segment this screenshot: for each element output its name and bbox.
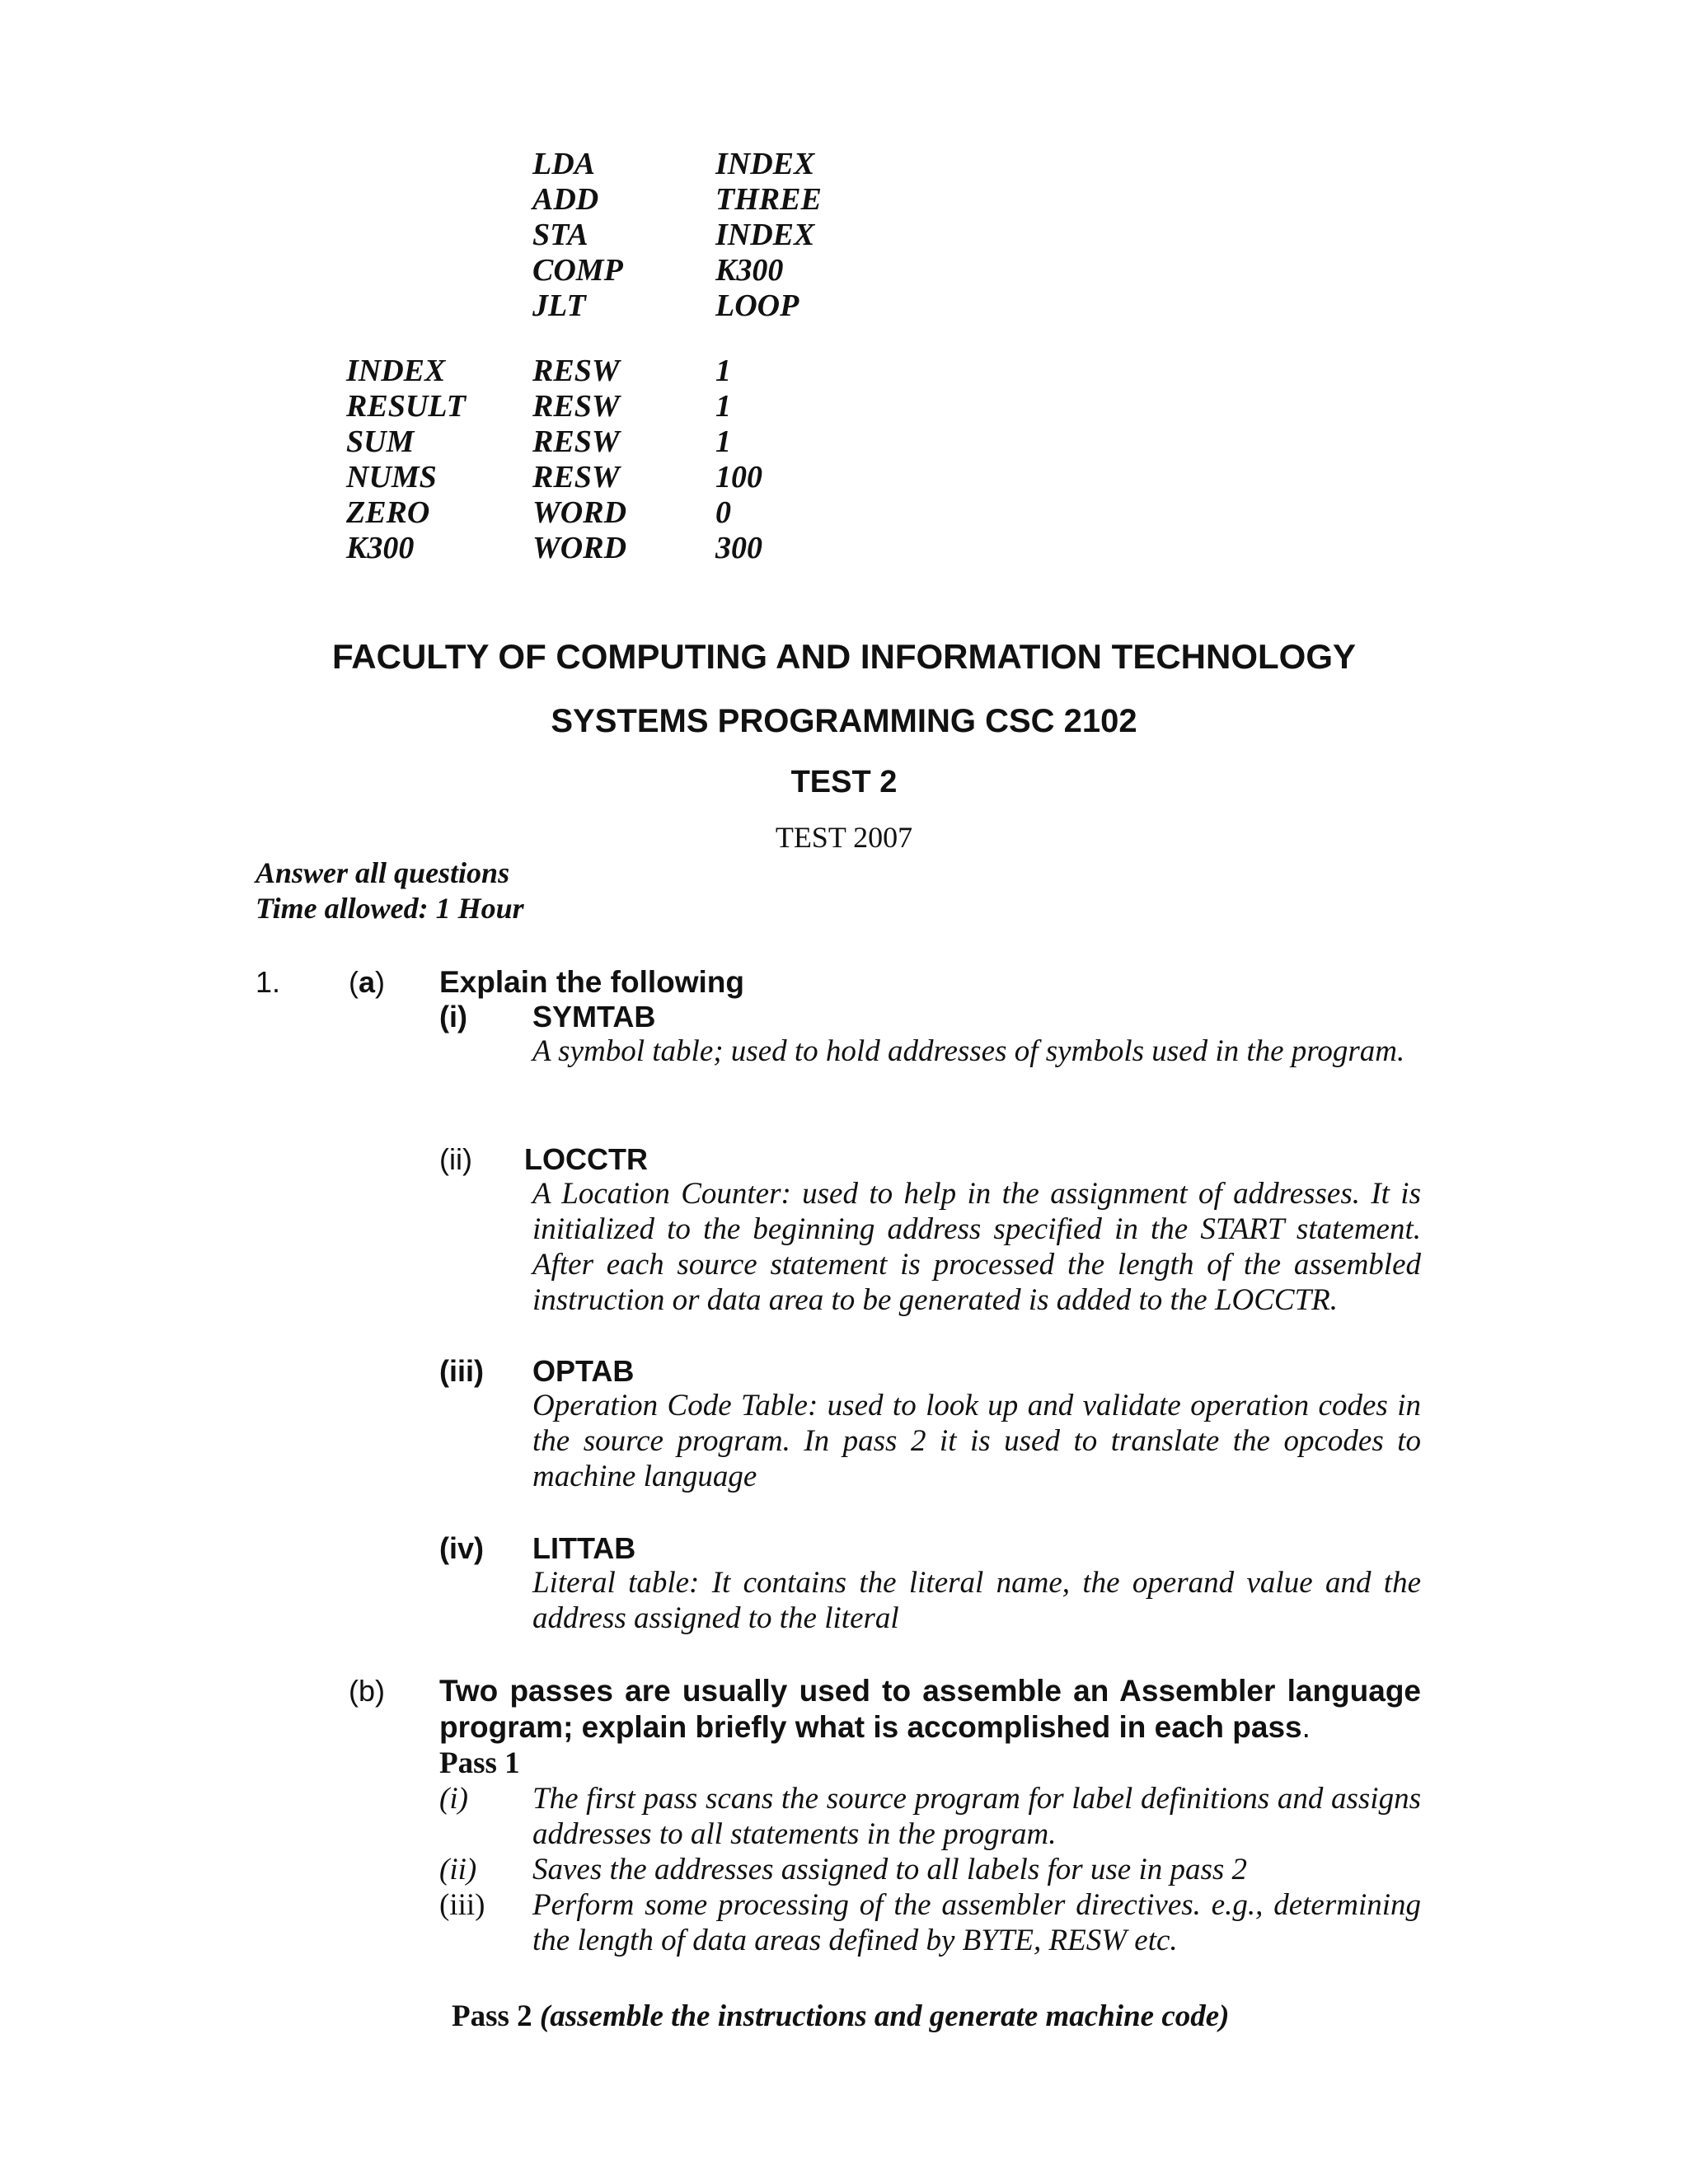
pass2-heading: Pass 2 (assemble the instructions and generate machine code) [452,1999,1230,2033]
pass1-item-text: The first pass scans the source program for label definitions and assigns addresses to all statements in the program. [532,1782,1421,1851]
code-operand: 1 [715,354,731,388]
code-operand: K300 [715,253,784,288]
code-op: ADD [532,182,599,217]
code-op: WORD [532,495,627,530]
code-op: RESW [532,389,620,424]
test-year: TEST 2007 [775,821,913,854]
definition-locctr: A Location Counter: used to help in the assignment of addresses. It is initialized to the beginning address specified in the START statement. After each source statement is processed the length of the assembled instruction or data area to be generated is added to the LOCCTR. [532,1177,1421,1317]
pass1-item-number: (iii) [439,1888,485,1922]
part-a-heading: Explain the following [439,965,744,999]
term-locctr: LOCCTR [524,1142,648,1176]
part-b-label: (b) [349,1674,385,1708]
code-label: ZERO [346,495,430,530]
code-operand: INDEX [715,218,815,252]
code-op: RESW [532,354,620,388]
test-title: TEST 2 [790,765,898,799]
code-op: RESW [532,460,620,494]
code-op: COMP [532,253,623,288]
code-operand: 100 [715,460,762,494]
pass1-item-number: (i) [439,1782,468,1816]
definition-littab: Literal table: It contains the literal name, the operand value and the address assigned to the literal [532,1566,1421,1635]
code-operand: 300 [715,531,762,565]
code-op: RESW [532,424,620,459]
item-number: (iii) [439,1354,484,1388]
part-a-label: (a) [349,965,386,999]
faculty-title: FACULTY OF COMPUTING AND INFORMATION TECHNOLOGY [331,637,1357,676]
pass1-item-number: (ii) [439,1853,477,1886]
item-number: (i) [439,1000,467,1033]
pass1-title: Pass 1 [439,1746,520,1780]
code-op: LDA [532,147,595,181]
item-number: (ii) [439,1142,472,1176]
instruction-answer-all: Answer all questions [256,856,510,889]
question-number: 1. [256,965,281,999]
item-number: (iv) [439,1531,484,1565]
part-b-heading: Two passes are usually used to assemble an Assembler language program; explain briefly what is accomplished in each pass. [439,1674,1421,1744]
code-label: INDEX [346,354,446,388]
code-operand: 1 [715,424,731,459]
code-operand: 0 [715,495,731,530]
code-operand: THREE [715,182,822,217]
pass1-item-text: Perform some processing of the assembler directives. e.g., determining the length of data areas defined by BYTE, RESW etc. [532,1888,1421,1957]
code-op: WORD [532,531,627,565]
code-operand: LOOP [715,288,799,323]
code-label: SUM [346,424,415,459]
course-title: SYSTEMS PROGRAMMING CSC 2102 [551,703,1137,739]
code-operand: 1 [715,389,731,424]
code-label: K300 [346,531,415,565]
definition-symtab: A symbol table; used to hold addresses of symbols used in the program. [532,1034,1405,1068]
definition-optab: Operation Code Table: used to look up and validate operation codes in the source program. In pass 2 it is used to translate the opcodes to machine language [532,1389,1421,1493]
term-symtab: SYMTAB [532,1000,656,1033]
code-operand: INDEX [715,147,815,181]
term-littab: LITTAB [532,1531,636,1565]
pass1-item-text: Saves the addresses assigned to all labels for use in pass 2 [532,1853,1248,1886]
code-label: RESULT [346,389,467,424]
code-label: NUMS [346,460,437,494]
code-op: STA [532,218,588,252]
code-op: JLT [532,288,586,323]
instruction-time-allowed: Time allowed: 1 Hour [256,892,524,925]
term-optab: OPTAB [532,1354,635,1388]
